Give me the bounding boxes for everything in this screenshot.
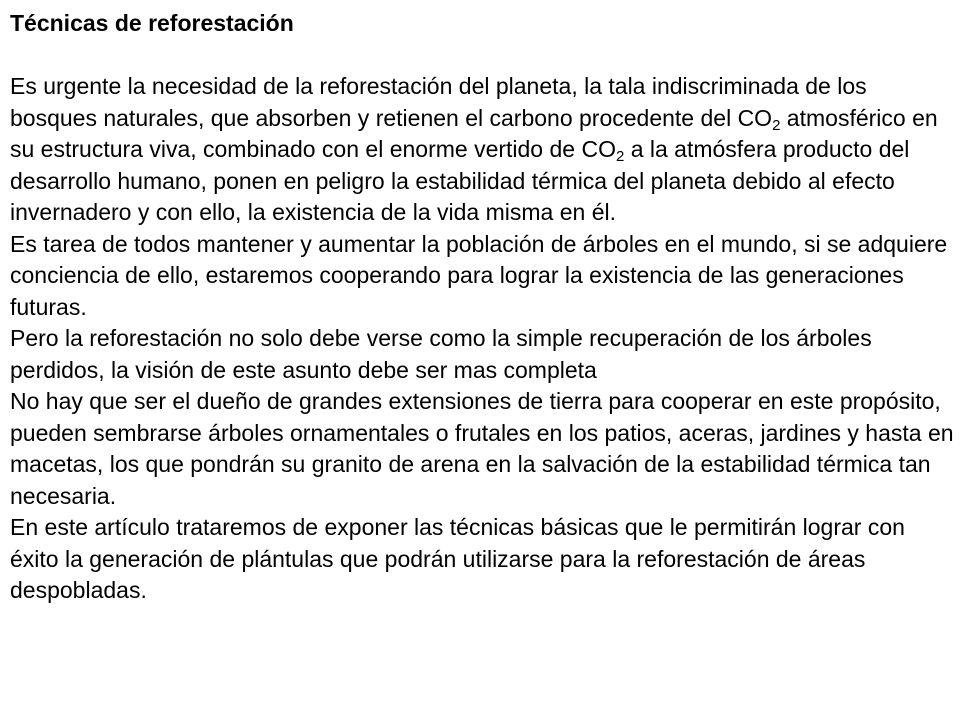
paragraph-1-text-b: atmosférico en su estructura viva, combinado con el enorme vertido de CO xyxy=(10,104,938,162)
blank-line xyxy=(10,40,955,72)
document-title: Técnicas de reforestación xyxy=(10,10,294,36)
paragraph-3: Pero la reforestación no solo debe verse como la simple recuperación de los árboles perdidos, la visión de este asunto debe ser mas completa xyxy=(10,325,872,383)
paragraph-4: No hay que ser el dueño de grandes extensiones de tierra para cooperar en este propósito, pueden sembrarse árboles ornamentales o frutales en los patios, aceras, jardines y hasta en macetas, los que pondrán su granito de arena en la salvación de la estabilidad térmica tan necesaria. xyxy=(10,388,954,509)
paragraph-1 xyxy=(10,71,955,229)
paragraph-1-text-c: a la atmósfera producto del desarrollo humano, ponen en peligro la estabilidad térmica del planeta debido al efecto invernadero y con ello, la existencia de la vida misma en él. xyxy=(10,136,910,225)
co2-subscript: 2 xyxy=(772,116,781,134)
paragraph-1-text-a: Es urgente la necesidad de la reforestación del planeta, la tala indiscriminada de los bosques naturales, que absorben y retienen el carbono procedente del CO xyxy=(10,73,867,131)
paragraph-2: Es tarea de todos mantener y aumentar la población de árboles en el mundo, si se adquiere conciencia de ello, estaremos cooperando para lograr la existencia de las generaciones futuras. xyxy=(10,230,948,320)
document-body xyxy=(10,8,955,607)
paragraph-5: En este artículo trataremos de exponer las técnicas básicas que le permitirán lograr con éxito la generación de plántulas que podrán utilizarse para la reforestación de áreas despobladas. xyxy=(10,514,905,603)
co2-subscript: 2 xyxy=(615,148,625,165)
